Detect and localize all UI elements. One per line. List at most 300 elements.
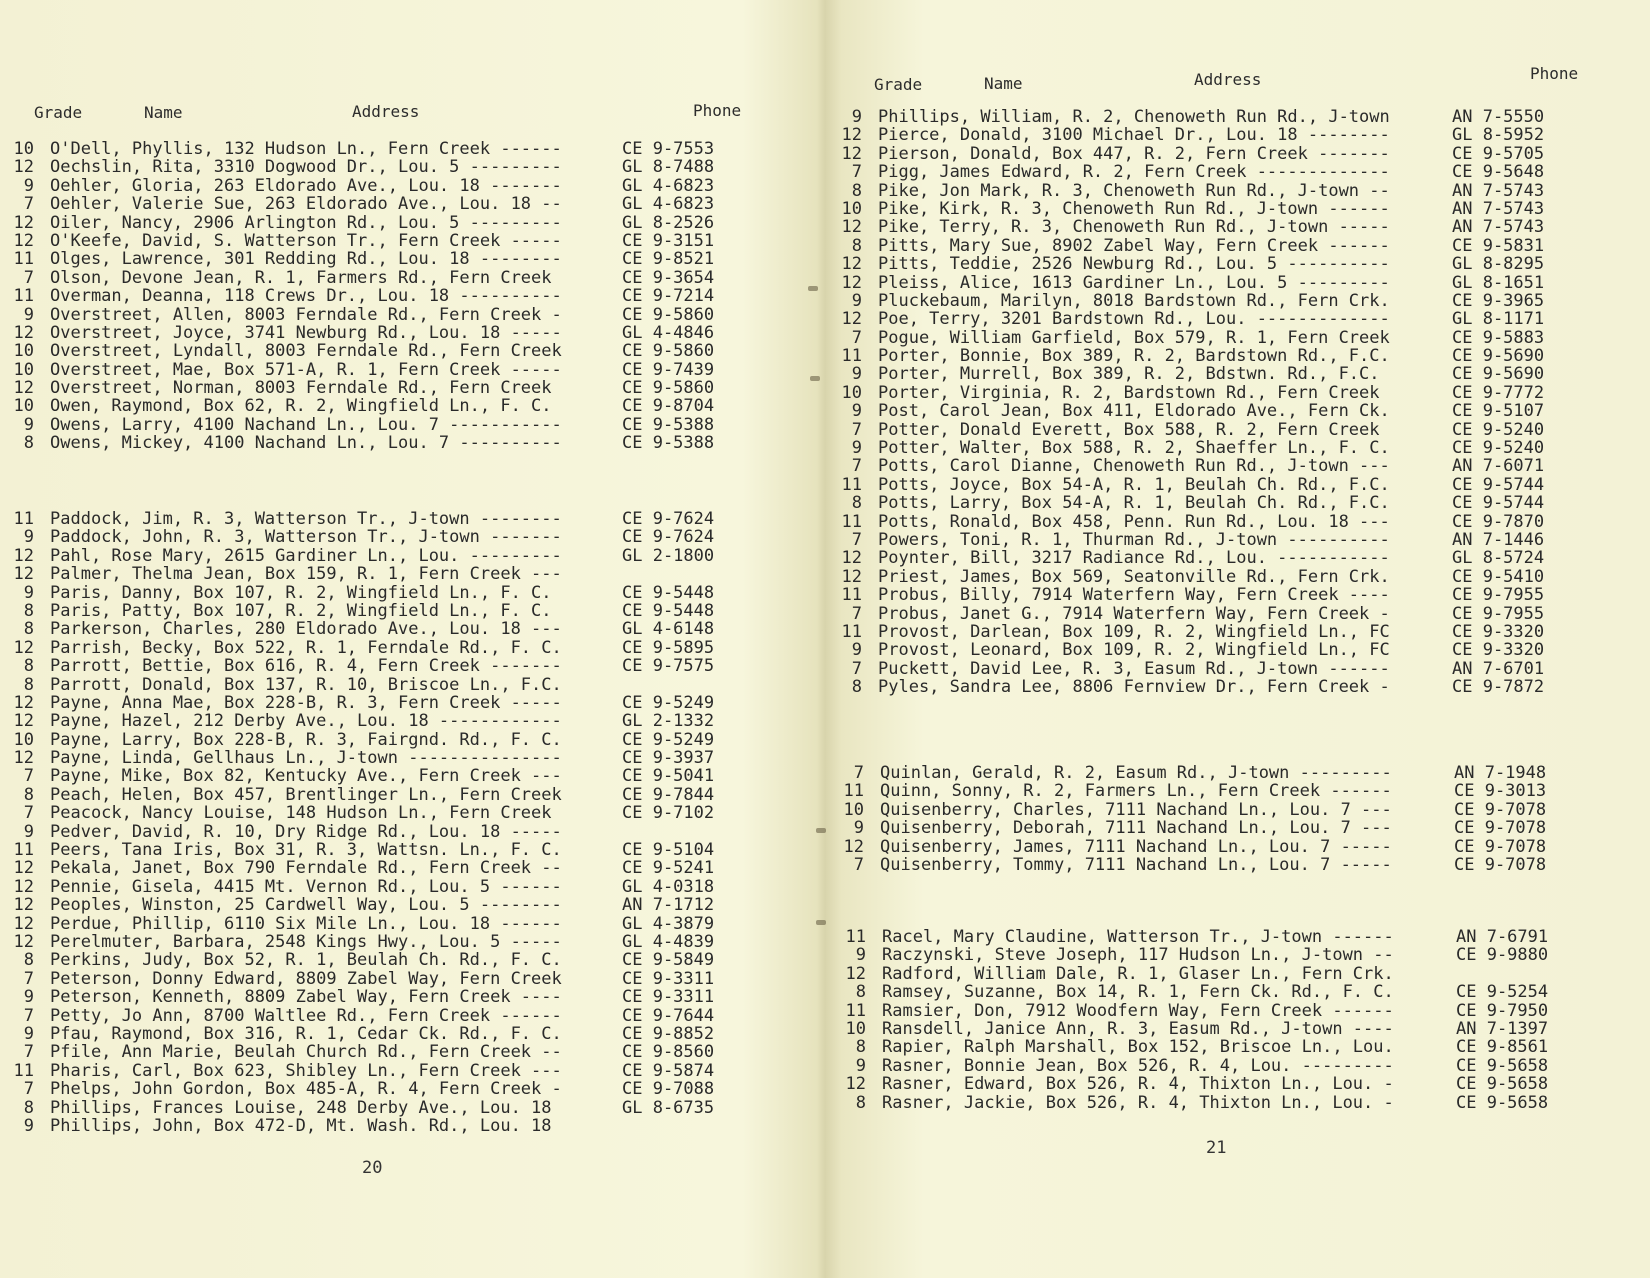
phone-number: CE 9-5249 bbox=[622, 729, 715, 750]
grade-value: 12 bbox=[845, 1074, 866, 1095]
name-address-text: Pike, Terry, R. 3, Chenoweth Run Rd., J-town ----- bbox=[878, 217, 1390, 238]
name-address-text: Pahl, Rose Mary, 2615 Gardiner Ln., Lou. --------- bbox=[50, 545, 562, 566]
grade-value: 10 bbox=[845, 1018, 866, 1039]
name-address-text: Pyles, Sandra Lee, 8806 Fernview Dr., Fern Creek - bbox=[878, 677, 1390, 698]
phone-number: CE 9-5744 bbox=[1452, 493, 1545, 514]
name-address-text: Quinlan, Gerald, R. 2, Easum Rd., J-town --------- bbox=[880, 763, 1392, 783]
name-address-text: Rasner, Bonnie Jean, Box 526, R. 4, Lou. --------- bbox=[882, 1055, 1394, 1076]
name-address-text: Pierce, Donald, 3100 Michael Dr., Lou. 18 -------- bbox=[878, 125, 1390, 146]
grade-value: 8 bbox=[851, 235, 862, 256]
grade-value: 9 bbox=[851, 438, 862, 459]
grade-value: 12 bbox=[841, 548, 862, 569]
name-address-text: Pitts, Teddie, 2526 Newburg Rd., Lou. 5 ---------- bbox=[878, 254, 1390, 275]
name-header: Name bbox=[144, 103, 183, 122]
grade-value: 12 bbox=[13, 157, 34, 178]
phone-number: CE 9-7624 bbox=[622, 509, 715, 529]
grade-value: 10 bbox=[841, 198, 862, 219]
grade-value: 10 bbox=[13, 729, 34, 750]
phone-number: CE 9-3311 bbox=[622, 968, 715, 989]
name-address-text: Puckett, David Lee, R. 3, Easum Rd., J-town ------ bbox=[878, 658, 1390, 679]
name-address-text: Rapier, Ralph Marshall, Box 152, Briscoe Ln., Lou. bbox=[882, 1037, 1394, 1058]
grade-value: 12 bbox=[13, 913, 34, 934]
phone-number: CE 9-3320 bbox=[1452, 621, 1545, 642]
name-address-text: Rasner, Jackie, Box 526, R. 4, Thixton Ln., Lou. - bbox=[882, 1092, 1394, 1113]
name-address-text: Post, Carol Jean, Box 411, Eldorado Ave., Fern Ck. bbox=[878, 401, 1390, 422]
grade-value: 12 bbox=[13, 858, 34, 879]
phone-number: CE 9-7872 bbox=[1452, 677, 1545, 698]
name-address-text: Owens, Mickey, 4100 Nachand Ln., Lou. 7 ---------- bbox=[50, 433, 562, 454]
name-address-text: Pluckebaum, Marilyn, 8018 Bardstown Rd., Fern Crk. bbox=[878, 290, 1390, 311]
name-address-text: Potts, Ronald, Box 458, Penn. Run Rd., Lou. 18 --- bbox=[878, 511, 1390, 532]
staple-mark bbox=[808, 286, 818, 291]
phone-number: GL 4-6148 bbox=[622, 619, 715, 640]
phone-number: CE 9-5690 bbox=[1452, 346, 1545, 367]
grade-value: 11 bbox=[845, 927, 866, 947]
phone-number: GL 4-3879 bbox=[622, 913, 715, 934]
grade-value: 11 bbox=[13, 249, 34, 270]
grade-value: 9 bbox=[23, 1023, 34, 1044]
phone-number: GL 4-4839 bbox=[622, 931, 715, 952]
phone-number: CE 9-5448 bbox=[622, 600, 715, 621]
phone-number: CE 9-7844 bbox=[622, 784, 715, 805]
grade-value: 12 bbox=[841, 254, 862, 275]
phone-number: CE 9-5831 bbox=[1452, 235, 1545, 256]
name-address-text: Pleiss, Alice, 1613 Gardiner Ln., Lou. 5 --------- bbox=[878, 272, 1390, 293]
phone-number: AN 7-5743 bbox=[1452, 180, 1545, 201]
name-address-text: Potts, Larry, Box 54-A, R. 1, Beulah Ch. Rd., F.C. bbox=[878, 493, 1390, 514]
name-address-text: Provost, Leonard, Box 109, R. 2, Wingfield Ln., FC bbox=[878, 640, 1390, 661]
grade-value: 7 bbox=[851, 456, 862, 477]
grade-value: 12 bbox=[13, 545, 34, 566]
name-address-text: Porter, Bonnie, Box 389, R. 2, Bardstown Rd., F.C. bbox=[878, 346, 1390, 367]
phone-number: GL 4-6823 bbox=[622, 194, 715, 215]
name-address-text: Potter, Donald Everett, Box 588, R. 2, Fern Creek bbox=[878, 419, 1380, 440]
name-address-text: Pike, Jon Mark, R. 3, Chenoweth Run Rd., J-town -- bbox=[878, 180, 1390, 201]
grade-value: 10 bbox=[13, 396, 34, 417]
grade-value: 7 bbox=[23, 766, 34, 787]
page-number: 21 bbox=[1206, 1138, 1227, 1158]
grade-header: Grade bbox=[34, 103, 83, 122]
name-address-text: Poynter, Bill, 3217 Radiance Rd., Lou. ----------- bbox=[878, 548, 1390, 569]
phone-number: CE 9-7950 bbox=[1456, 1000, 1549, 1021]
name-address-text: Quisenberry, Charles, 7111 Nachand Ln., Lou. 7 --- bbox=[880, 799, 1392, 820]
grade-value: 12 bbox=[13, 230, 34, 251]
grade-value: 12 bbox=[13, 637, 34, 658]
grade-value: 9 bbox=[23, 1115, 34, 1136]
grade-value: 9 bbox=[23, 987, 34, 1008]
grade-value: 9 bbox=[851, 107, 862, 127]
name-address-text: Quisenberry, Deborah, 7111 Nachand Ln., Lou. 7 --- bbox=[880, 818, 1392, 839]
grade-value: 12 bbox=[13, 895, 34, 916]
name-address-text: Peach, Helen, Box 457, Brentlinger Ln., Fern Creek bbox=[50, 784, 562, 805]
right-page bbox=[828, 0, 1650, 1278]
grade-value: 10 bbox=[13, 341, 34, 362]
grade-value: 8 bbox=[23, 619, 34, 640]
grade-value: 12 bbox=[13, 876, 34, 897]
grade-value: 9 bbox=[851, 364, 862, 385]
grade-value: 12 bbox=[841, 309, 862, 330]
grade-value: 11 bbox=[13, 509, 34, 529]
name-address-text: Porter, Virginia, R. 2, Bardstown Rd., Fern Creek bbox=[878, 382, 1380, 403]
name-address-text: Probus, Janet G., 7914 Waterfern Way, Fern Creek - bbox=[878, 603, 1390, 624]
phone-number: CE 9-5849 bbox=[622, 950, 715, 971]
phone-number: AN 7-1446 bbox=[1452, 529, 1545, 550]
phone-number: CE 9-5240 bbox=[1452, 438, 1545, 459]
grade-value: 8 bbox=[23, 600, 34, 621]
name-address-text: O'Dell, Phyllis, 132 Hudson Ln., Fern Creek ------ bbox=[50, 139, 562, 159]
phone-number: CE 9-7772 bbox=[1452, 382, 1545, 403]
phone-number: CE 9-5860 bbox=[622, 378, 715, 399]
phone-number: CE 9-8704 bbox=[622, 396, 715, 417]
name-address-text: Paddock, John, R. 3, Watterson Tr., J-town ------- bbox=[50, 527, 562, 548]
grade-value: 11 bbox=[841, 621, 862, 642]
phone-number: CE 9-7088 bbox=[622, 1079, 715, 1100]
name-address-text: Racel, Mary Claudine, Watterson Tr., J-town ------ bbox=[882, 927, 1394, 947]
phone-number: GL 4-0318 bbox=[622, 876, 715, 897]
name-address-text: Parrish, Becky, Box 522, R. 1, Ferndale Rd., F. C. bbox=[50, 637, 562, 658]
grade-value: 12 bbox=[841, 272, 862, 293]
grade-value: 9 bbox=[851, 401, 862, 422]
grade-value: 9 bbox=[23, 821, 34, 842]
phone-number: CE 9-5388 bbox=[622, 414, 715, 435]
name-address-text: Oechslin, Rita, 3310 Dogwood Dr., Lou. 5 --------- bbox=[50, 157, 562, 178]
name-address-text: Pigg, James Edward, R. 2, Fern Creek ------------- bbox=[878, 162, 1390, 183]
grade-value: 11 bbox=[843, 781, 864, 802]
phone-number: CE 9-8561 bbox=[1456, 1037, 1549, 1058]
phone-number: CE 9-7078 bbox=[1454, 799, 1547, 820]
grade-value: 12 bbox=[13, 931, 34, 952]
name-address-text: Overstreet, Allen, 8003 Ferndale Rd., Fern Creek - bbox=[50, 304, 562, 325]
name-address-text: Pekala, Janet, Box 790 Ferndale Rd., Fern Creek -- bbox=[50, 858, 562, 879]
phone-number: CE 9-3151 bbox=[622, 230, 715, 251]
name-address-text: Oehler, Valerie Sue, 263 Eldorado Ave., Lou. 18 -- bbox=[50, 194, 562, 215]
phone-number: CE 9-5249 bbox=[622, 692, 715, 713]
name-address-text: Oiler, Nancy, 2906 Arlington Rd., Lou. 5 --------- bbox=[50, 212, 562, 233]
name-address-text: Potts, Joyce, Box 54-A, R. 1, Beulah Ch. Rd., F.C. bbox=[878, 474, 1390, 495]
name-address-text: Payne, Hazel, 212 Derby Ave., Lou. 18 ------------ bbox=[50, 711, 562, 732]
left-page bbox=[0, 0, 820, 1278]
grade-value: 9 bbox=[855, 1055, 866, 1076]
name-address-text: Overman, Deanna, 118 Crews Dr., Lou. 18 ---------- bbox=[50, 286, 562, 307]
name-address-text: Pennie, Gisela, 4415 Mt. Vernon Rd., Lou. 5 ------ bbox=[50, 876, 562, 897]
page-number: 20 bbox=[362, 1158, 383, 1178]
phone-number: CE 9-9880 bbox=[1456, 945, 1549, 966]
grade-value: 12 bbox=[841, 125, 862, 146]
grade-value: 11 bbox=[13, 1060, 34, 1081]
grade-value: 12 bbox=[841, 566, 862, 587]
grade-value: 10 bbox=[13, 359, 34, 380]
name-address-text: Olges, Lawrence, 301 Redding Rd., Lou. 18 -------- bbox=[50, 249, 562, 270]
phone-number: AN 7-1712 bbox=[622, 895, 715, 916]
phone-number: AN 7-1948 bbox=[1454, 763, 1547, 783]
phone-number: GL 8-1171 bbox=[1452, 309, 1545, 330]
phone-number: CE 9-8521 bbox=[622, 249, 715, 270]
grade-value: 9 bbox=[23, 414, 34, 435]
phone-number: CE 9-7214 bbox=[622, 286, 715, 307]
name-address-text: Phillips, Frances Louise, 248 Derby Ave., Lou. 18 bbox=[50, 1097, 552, 1118]
grade-value: 7 bbox=[851, 603, 862, 624]
name-address-text: Overstreet, Mae, Box 571-A, R. 1, Fern Creek ----- bbox=[50, 359, 562, 380]
name-address-text: Pharis, Carl, Box 623, Shibley Ln., Fern Creek --- bbox=[50, 1060, 562, 1081]
name-address-text: Pfau, Raymond, Box 316, R. 1, Cedar Ck. Rd., F. C. bbox=[50, 1023, 562, 1044]
name-address-text: Parkerson, Charles, 280 Eldorado Ave., Lou. 18 --- bbox=[50, 619, 562, 640]
phone-number: CE 9-7624 bbox=[622, 527, 715, 548]
phone-header: Phone bbox=[693, 101, 742, 120]
phone-number: CE 9-7078 bbox=[1454, 836, 1547, 857]
phone-number: CE 9-3965 bbox=[1452, 290, 1545, 311]
grade-value: 7 bbox=[851, 162, 862, 183]
phone-number: CE 9-8560 bbox=[622, 1042, 715, 1063]
name-address-text: Quinn, Sonny, R. 2, Farmers Ln., Fern Creek ------ bbox=[880, 781, 1392, 802]
phone-number: CE 9-7439 bbox=[622, 359, 715, 380]
phone-number: CE 9-7644 bbox=[622, 1005, 715, 1026]
name-address-text: Perdue, Phillip, 6110 Six Mile Ln., Lou. 18 ------ bbox=[50, 913, 562, 934]
grade-value: 7 bbox=[851, 419, 862, 440]
name-address-text: Powers, Toni, R. 1, Thurman Rd., J-town ---------- bbox=[878, 529, 1390, 550]
grade-value: 11 bbox=[841, 585, 862, 606]
grade-value: 9 bbox=[23, 175, 34, 196]
phone-number: CE 9-7078 bbox=[1454, 854, 1547, 875]
name-address-text: Phillips, William, R. 2, Chenoweth Run Rd., J-town bbox=[878, 107, 1390, 127]
phone-number: CE 9-5860 bbox=[622, 304, 715, 325]
phone-number: CE 9-3320 bbox=[1452, 640, 1545, 661]
name-address-text: Owens, Larry, 4100 Nachand Ln., Lou. 7 ----------- bbox=[50, 414, 562, 435]
phone-number: CE 9-5883 bbox=[1452, 327, 1545, 348]
phone-number: AN 7-5743 bbox=[1452, 198, 1545, 219]
grade-value: 7 bbox=[853, 854, 864, 875]
grade-value: 11 bbox=[841, 474, 862, 495]
name-address-text: Parrott, Donald, Box 137, R. 10, Briscoe Ln., F.C. bbox=[50, 674, 562, 695]
grade-value: 12 bbox=[13, 322, 34, 343]
phone-header: Phone bbox=[1530, 64, 1579, 83]
grade-value: 7 bbox=[23, 1005, 34, 1026]
grade-value: 10 bbox=[841, 382, 862, 403]
grade-value: 10 bbox=[843, 799, 864, 820]
grade-value: 7 bbox=[851, 658, 862, 679]
phone-number: CE 9-5658 bbox=[1456, 1074, 1549, 1095]
name-address-text: Payne, Mike, Box 82, Kentucky Ave., Fern Creek --- bbox=[50, 766, 562, 787]
name-address-text: Raczynski, Steve Joseph, 117 Hudson Ln., J-town -- bbox=[882, 945, 1394, 966]
grade-value: 12 bbox=[13, 711, 34, 732]
name-address-text: Radford, William Dale, R. 1, Glaser Ln., Fern Crk. bbox=[882, 963, 1394, 984]
phone-number: CE 9-5104 bbox=[622, 840, 715, 861]
grade-value: 9 bbox=[23, 582, 34, 603]
grade-value: 7 bbox=[851, 327, 862, 348]
phone-number: GL 8-7488 bbox=[622, 157, 715, 178]
name-address-text: Olson, Devone Jean, R. 1, Farmers Rd., Fern Creek bbox=[50, 267, 552, 288]
phone-number: GL 8-1651 bbox=[1452, 272, 1545, 293]
phone-number: CE 9-5744 bbox=[1452, 474, 1545, 495]
phone-number: CE 9-5041 bbox=[622, 766, 715, 787]
phone-number: CE 9-5658 bbox=[1456, 1092, 1549, 1113]
name-address-text: Quisenberry, James, 7111 Nachand Ln., Lou. 7 ----- bbox=[880, 836, 1392, 857]
grade-value: 8 bbox=[23, 656, 34, 677]
name-address-text: Palmer, Thelma Jean, Box 159, R. 1, Fern Creek --- bbox=[50, 564, 562, 585]
name-address-text: Paris, Patty, Box 107, R. 2, Wingfield Ln., F. C. bbox=[50, 600, 552, 621]
phone-number: CE 9-5648 bbox=[1452, 162, 1545, 183]
grade-value: 9 bbox=[23, 527, 34, 548]
phone-number: CE 9-3937 bbox=[622, 748, 715, 769]
name-address-text: O'Keefe, David, S. Watterson Tr., Fern Creek ----- bbox=[50, 230, 562, 251]
name-address-text: Ramsey, Suzanne, Box 14, R. 1, Fern Ck. Rd., F. C. bbox=[882, 982, 1394, 1003]
grade-value: 12 bbox=[13, 378, 34, 399]
name-address-text: Overstreet, Lyndall, 8003 Ferndale Rd., Fern Creek bbox=[50, 341, 562, 362]
grade-value: 8 bbox=[23, 433, 34, 454]
name-address-text: Peers, Tana Iris, Box 31, R. 3, Wattsn. Ln., F. C. bbox=[50, 840, 562, 861]
grade-value: 7 bbox=[23, 803, 34, 824]
name-address-text: Overstreet, Norman, 8003 Ferndale Rd., Fern Creek bbox=[50, 378, 552, 399]
staple-mark bbox=[810, 376, 820, 381]
grade-value: 7 bbox=[23, 1079, 34, 1100]
grade-value: 7 bbox=[23, 968, 34, 989]
name-address-text: Perelmuter, Barbara, 2548 Kings Hwy., Lou. 5 ----- bbox=[50, 931, 562, 952]
name-address-text: Pedver, David, R. 10, Dry Ridge Rd., Lou. 18 ----- bbox=[50, 821, 562, 842]
grade-value: 7 bbox=[23, 267, 34, 288]
phone-number: AN 7-6701 bbox=[1452, 658, 1545, 679]
name-address-text: Owen, Raymond, Box 62, R. 2, Wingfield Ln., F. C. bbox=[50, 396, 552, 417]
grade-value: 12 bbox=[13, 748, 34, 769]
phone-number: GL 4-6823 bbox=[622, 175, 715, 196]
phone-number: CE 9-5705 bbox=[1452, 143, 1545, 164]
grade-value: 8 bbox=[855, 982, 866, 1003]
grade-value: 9 bbox=[851, 640, 862, 661]
grade-value: 12 bbox=[845, 963, 866, 984]
grade-value: 11 bbox=[13, 286, 34, 307]
grade-value: 8 bbox=[855, 1037, 866, 1058]
name-address-text: Potter, Walter, Box 588, R. 2, Shaeffer Ln., F. C. bbox=[878, 438, 1390, 459]
name-header: Name bbox=[984, 74, 1023, 93]
phone-number: AN 7-5550 bbox=[1452, 107, 1545, 127]
name-address-text: Pogue, William Garfield, Box 579, R. 1, Fern Creek bbox=[878, 327, 1390, 348]
staple-mark bbox=[816, 828, 826, 833]
name-address-text: Poe, Terry, 3201 Bardstown Rd., Lou. ------------- bbox=[878, 309, 1390, 330]
name-address-text: Ramsier, Don, 7912 Woodfern Way, Fern Creek ------ bbox=[882, 1000, 1394, 1021]
phone-number: CE 9-8852 bbox=[622, 1023, 715, 1044]
phone-number: CE 9-7575 bbox=[622, 656, 715, 677]
grade-value: 9 bbox=[853, 818, 864, 839]
phone-number: AN 7-5743 bbox=[1452, 217, 1545, 238]
phone-number: CE 9-5895 bbox=[622, 637, 715, 658]
phone-number: CE 9-7955 bbox=[1452, 585, 1545, 606]
grade-value: 12 bbox=[13, 212, 34, 233]
name-address-text: Porter, Murrell, Box 389, R. 2, Bdstwn. Rd., F.C. bbox=[878, 364, 1380, 385]
name-address-text: Peoples, Winston, 25 Cardwell Way, Lou. 5 -------- bbox=[50, 895, 562, 916]
address-header: Address bbox=[1194, 70, 1262, 89]
grade-value: 8 bbox=[23, 674, 34, 695]
phone-number: GL 8-8295 bbox=[1452, 254, 1545, 275]
grade-value: 11 bbox=[13, 840, 34, 861]
staple-mark bbox=[816, 920, 826, 925]
phone-number: GL 2-1332 bbox=[622, 711, 715, 732]
phone-number: CE 9-7078 bbox=[1454, 818, 1547, 839]
grade-value: 8 bbox=[851, 180, 862, 201]
phone-number: CE 9-5690 bbox=[1452, 364, 1545, 385]
name-address-text: Quisenberry, Tommy, 7111 Nachand Ln., Lou. 7 ----- bbox=[880, 854, 1392, 875]
phone-number: CE 9-5241 bbox=[622, 858, 715, 879]
phone-number: AN 7-1397 bbox=[1456, 1018, 1549, 1039]
grade-value: 12 bbox=[841, 217, 862, 238]
phone-number: CE 9-5448 bbox=[622, 582, 715, 603]
grade-value: 9 bbox=[851, 290, 862, 311]
grade-value: 12 bbox=[13, 564, 34, 585]
name-address-text: Phillips, John, Box 472-D, Mt. Wash. Rd., Lou. 18 bbox=[50, 1115, 552, 1136]
name-address-text: Payne, Linda, Gellhaus Ln., J-town --------------- bbox=[50, 748, 562, 769]
phone-number: CE 9-7102 bbox=[622, 803, 715, 824]
name-address-text: Pfile, Ann Marie, Beulah Church Rd., Fern Creek -- bbox=[50, 1042, 562, 1063]
address-header: Address bbox=[352, 102, 420, 121]
grade-value: 11 bbox=[845, 1000, 866, 1021]
phone-number: CE 9-3013 bbox=[1454, 781, 1547, 802]
grade-value: 8 bbox=[851, 677, 862, 698]
name-address-text: Paddock, Jim, R. 3, Watterson Tr., J-town -------- bbox=[50, 509, 562, 529]
phone-number: CE 9-5410 bbox=[1452, 566, 1545, 587]
grade-value: 7 bbox=[853, 763, 864, 783]
name-address-text: Peterson, Kenneth, 8809 Zabel Way, Fern Creek ---- bbox=[50, 987, 562, 1008]
phone-number: GL 8-2526 bbox=[622, 212, 715, 233]
grade-value: 8 bbox=[23, 950, 34, 971]
grade-value: 9 bbox=[23, 304, 34, 325]
grade-value: 8 bbox=[851, 493, 862, 514]
phone-number: CE 9-5658 bbox=[1456, 1055, 1549, 1076]
phone-number: AN 7-6791 bbox=[1456, 927, 1549, 947]
phone-number: GL 8-5952 bbox=[1452, 125, 1545, 146]
name-address-text: Paris, Danny, Box 107, R. 2, Wingfield Ln., F. C. bbox=[50, 582, 552, 603]
name-address-text: Payne, Anna Mae, Box 228-B, R. 3, Fern Creek ----- bbox=[50, 692, 562, 713]
name-address-text: Priest, James, Box 569, Seatonville Rd., Fern Crk. bbox=[878, 566, 1390, 587]
phone-number: CE 9-7553 bbox=[622, 139, 715, 159]
name-address-text: Peterson, Donny Edward, 8809 Zabel Way, Fern Creek bbox=[50, 968, 562, 989]
grade-value: 12 bbox=[13, 692, 34, 713]
name-address-text: Pike, Kirk, R. 3, Chenoweth Run Rd., J-town ------ bbox=[878, 198, 1390, 219]
name-address-text: Overstreet, Joyce, 3741 Newburg Rd., Lou. 18 ----- bbox=[50, 322, 562, 343]
phone-number: CE 9-3311 bbox=[622, 987, 715, 1008]
name-address-text: Peacock, Nancy Louise, 148 Hudson Ln., Fern Creek bbox=[50, 803, 552, 824]
grade-value: 8 bbox=[855, 1092, 866, 1113]
phone-number: CE 9-7955 bbox=[1452, 603, 1545, 624]
phone-number: CE 9-3654 bbox=[622, 267, 715, 288]
name-address-text: Petty, Jo Ann, 8700 Waltlee Rd., Fern Creek ------ bbox=[50, 1005, 562, 1026]
name-address-text: Pitts, Mary Sue, 8902 Zabel Way, Fern Creek ------ bbox=[878, 235, 1390, 256]
name-address-text: Oehler, Gloria, 263 Eldorado Ave., Lou. 18 ------- bbox=[50, 175, 562, 196]
name-address-text: Perkins, Judy, Box 52, R. 1, Beulah Ch. Rd., F. C. bbox=[50, 950, 562, 971]
phone-number: GL 4-4846 bbox=[622, 322, 715, 343]
grade-value: 7 bbox=[23, 194, 34, 215]
name-address-text: Ransdell, Janice Ann, R. 3, Easum Rd., J-town ---- bbox=[882, 1018, 1394, 1039]
name-address-text: Rasner, Edward, Box 526, R. 4, Thixton Ln., Lou. - bbox=[882, 1074, 1394, 1095]
grade-value: 11 bbox=[841, 511, 862, 532]
name-address-text: Payne, Larry, Box 228-B, R. 3, Fairgnd. Rd., F. C. bbox=[50, 729, 562, 750]
phone-number: GL 8-6735 bbox=[622, 1097, 715, 1118]
grade-value: 11 bbox=[841, 346, 862, 367]
name-address-text: Phelps, John Gordon, Box 485-A, R. 4, Fern Creek - bbox=[50, 1079, 562, 1100]
phone-number: CE 9-5240 bbox=[1452, 419, 1545, 440]
grade-value: 8 bbox=[23, 1097, 34, 1118]
grade-value: 9 bbox=[855, 945, 866, 966]
phone-number: CE 9-5860 bbox=[622, 341, 715, 362]
grade-value: 12 bbox=[843, 836, 864, 857]
phone-number: CE 9-5254 bbox=[1456, 982, 1549, 1003]
grade-value: 8 bbox=[23, 784, 34, 805]
phone-number: AN 7-6071 bbox=[1452, 456, 1545, 477]
grade-value: 12 bbox=[841, 143, 862, 164]
phone-number: CE 9-5388 bbox=[622, 433, 715, 454]
name-address-text: Parrott, Bettie, Box 616, R. 4, Fern Creek ------- bbox=[50, 656, 562, 677]
phone-number: GL 2-1800 bbox=[622, 545, 715, 566]
name-address-text: Provost, Darlean, Box 109, R. 2, Wingfield Ln., FC bbox=[878, 621, 1390, 642]
name-address-text: Pierson, Donald, Box 447, R. 2, Fern Creek ------- bbox=[878, 143, 1390, 164]
name-address-text: Probus, Billy, 7914 Waterfern Way, Fern Creek ---- bbox=[878, 585, 1390, 606]
grade-value: 7 bbox=[851, 529, 862, 550]
